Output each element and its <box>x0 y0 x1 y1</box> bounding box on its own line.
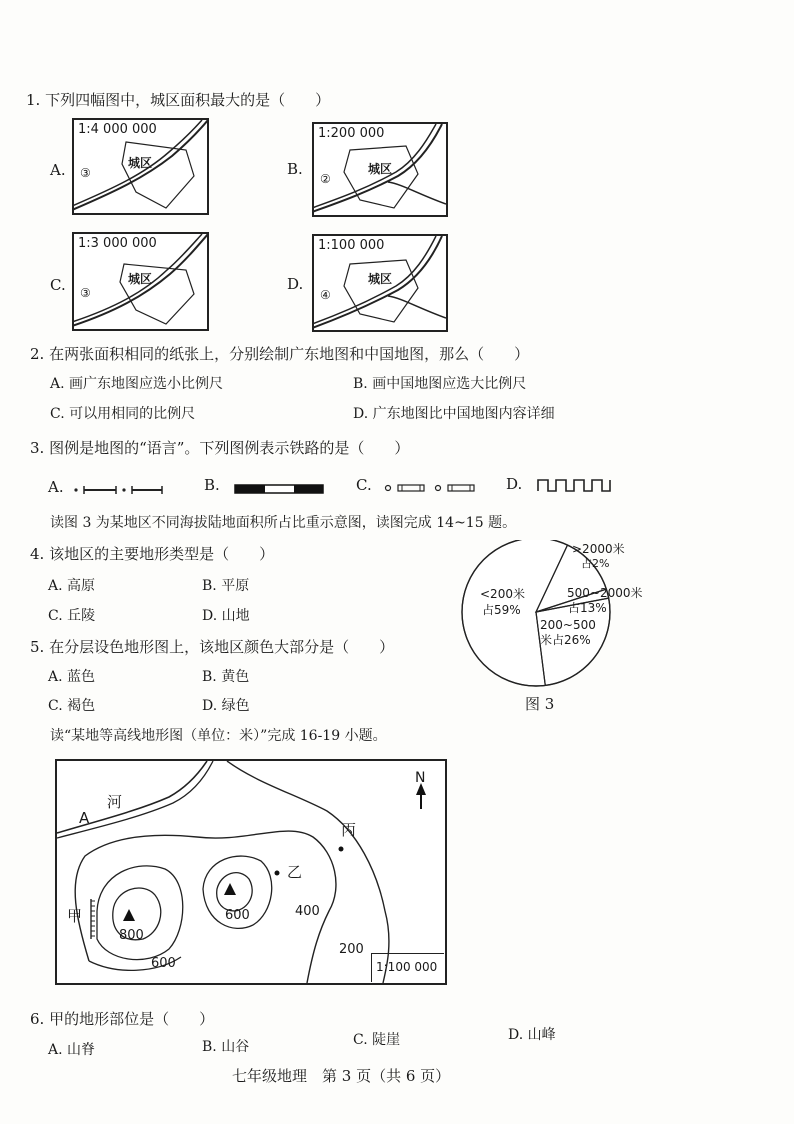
map-a-city-label: 城区 <box>128 156 153 170</box>
pie-label-gt2000-name: >2000米 <box>572 542 625 556</box>
contour-map <box>55 759 447 985</box>
map-a-scale: 1:4 000 000 <box>78 122 157 137</box>
legend-symbol-b-railway <box>234 482 324 496</box>
map-b-number: ② <box>320 172 331 186</box>
map-b-scale: 1:200 000 <box>318 126 385 141</box>
pie-label-gt2000-value: 占2% <box>581 557 610 570</box>
q1-map-d <box>312 234 448 332</box>
q1-option-d-letter: D. <box>287 275 304 293</box>
q1-option-b-letter: B. <box>287 160 303 178</box>
q1-option-c-letter: C. <box>50 276 66 294</box>
contour-label-400: 400 <box>295 904 320 919</box>
q5-stem: 5. 在分层设色地形图上，该地区颜色大部分是（ ） <box>30 638 395 656</box>
pie-caption: 图 3 <box>525 695 555 713</box>
q4-option-d: D. 山地 <box>202 608 250 624</box>
point-yi-label: 乙 <box>287 863 303 881</box>
q5-option-b: B. 黄色 <box>202 669 250 685</box>
map-c-number: ③ <box>80 286 91 300</box>
intro-pie: 读图 3 为某地区不同海拔陆地面积所占比重示意图，读图完成 14~15 题。 <box>50 515 517 531</box>
legend-symbol-a <box>72 482 164 498</box>
legend-symbol-c <box>384 481 476 495</box>
map-c-city-label: 城区 <box>128 272 153 286</box>
river-label: 河 <box>107 793 123 811</box>
q5-option-d: D. 绿色 <box>202 698 250 714</box>
page-footer: 七年级地理 第 3 页（共 6 页） <box>232 1067 451 1085</box>
intro-topo: 读“某地等高线地形图（单位：米）”完成 16-19 小题。 <box>50 728 387 744</box>
pie-label-mid-name: 500~2000米 <box>567 586 643 600</box>
q6-stem: 6. 甲的地形部位是（ ） <box>30 1010 215 1028</box>
q2-option-b: B. 画中国地图应选大比例尺 <box>353 376 527 392</box>
q5-option-c: C. 褐色 <box>48 698 96 714</box>
map-d-city-label: 城区 <box>368 272 393 286</box>
q6-option-a: A. 山脊 <box>48 1042 96 1058</box>
point-a-label: A <box>79 809 90 827</box>
q2-option-a: A. 画广东地图应选小比例尺 <box>50 376 224 392</box>
contour-label-200: 200 <box>339 942 364 957</box>
legend-symbol-d <box>536 476 616 494</box>
q6-option-b: B. 山谷 <box>202 1039 250 1055</box>
q4-option-a: A. 高原 <box>48 578 96 594</box>
contour-label-800: 800 <box>119 928 144 943</box>
q1-stem: 1. 下列四幅图中，城区面积最大的是（ ） <box>26 91 331 109</box>
q3-option-d-letter: D. <box>506 475 523 493</box>
q1-map-b <box>312 122 448 217</box>
q5-option-a: A. 蓝色 <box>48 669 96 685</box>
q6-option-d: D. 山峰 <box>508 1027 556 1043</box>
contour-label-600-left: 600 <box>151 956 176 971</box>
q4-option-b: B. 平原 <box>202 578 250 594</box>
q1-option-a-letter: A. <box>50 161 66 179</box>
q3-option-a-letter: A. <box>48 478 64 496</box>
q2-option-d: D. 广东地图比中国地图内容详细 <box>353 406 555 422</box>
q2-stem: 2. 在两张面积相同的纸张上，分别绘制广东地图和中国地图，那么（ ） <box>30 345 530 363</box>
pie-label-low-name: 200~500 <box>540 618 596 632</box>
pie-label-mid-value: 占13% <box>568 601 607 615</box>
q6-option-c: C. 陡崖 <box>353 1032 401 1048</box>
pie-label-lt200-name: <200米 <box>480 587 525 601</box>
q4-option-c: C. 丘陵 <box>48 608 96 624</box>
point-jia-label: 甲 <box>67 907 83 925</box>
pie-label-low-value: 米占26% <box>540 633 591 647</box>
topo-scale: 1:100 000 <box>376 960 438 974</box>
scale-box <box>371 953 444 982</box>
map-c-scale: 1:3 000 000 <box>78 236 157 251</box>
q2-option-c: C. 可以用相同的比例尺 <box>50 406 196 422</box>
contour-label-600-right: 600 <box>225 908 250 923</box>
north-label: N <box>415 770 426 786</box>
q3-stem: 3. 图例是地图的“语言”。下列图例表示铁路的是（ ） <box>30 439 410 457</box>
q3-option-c-letter: C. <box>356 476 372 494</box>
q3-option-b-letter: B. <box>204 476 220 494</box>
q4-stem: 4. 该地区的主要地形类型是（ ） <box>30 545 275 563</box>
point-bing-label: 丙 <box>341 821 357 839</box>
map-b-city-label: 城区 <box>368 162 393 176</box>
map-a-number: ③ <box>80 166 91 180</box>
pie-label-lt200-value: 占59% <box>482 603 521 617</box>
map-d-number: ④ <box>320 288 331 302</box>
q1-map-a <box>72 118 209 215</box>
q1-map-c <box>72 232 209 331</box>
map-d-scale: 1:100 000 <box>318 238 385 253</box>
